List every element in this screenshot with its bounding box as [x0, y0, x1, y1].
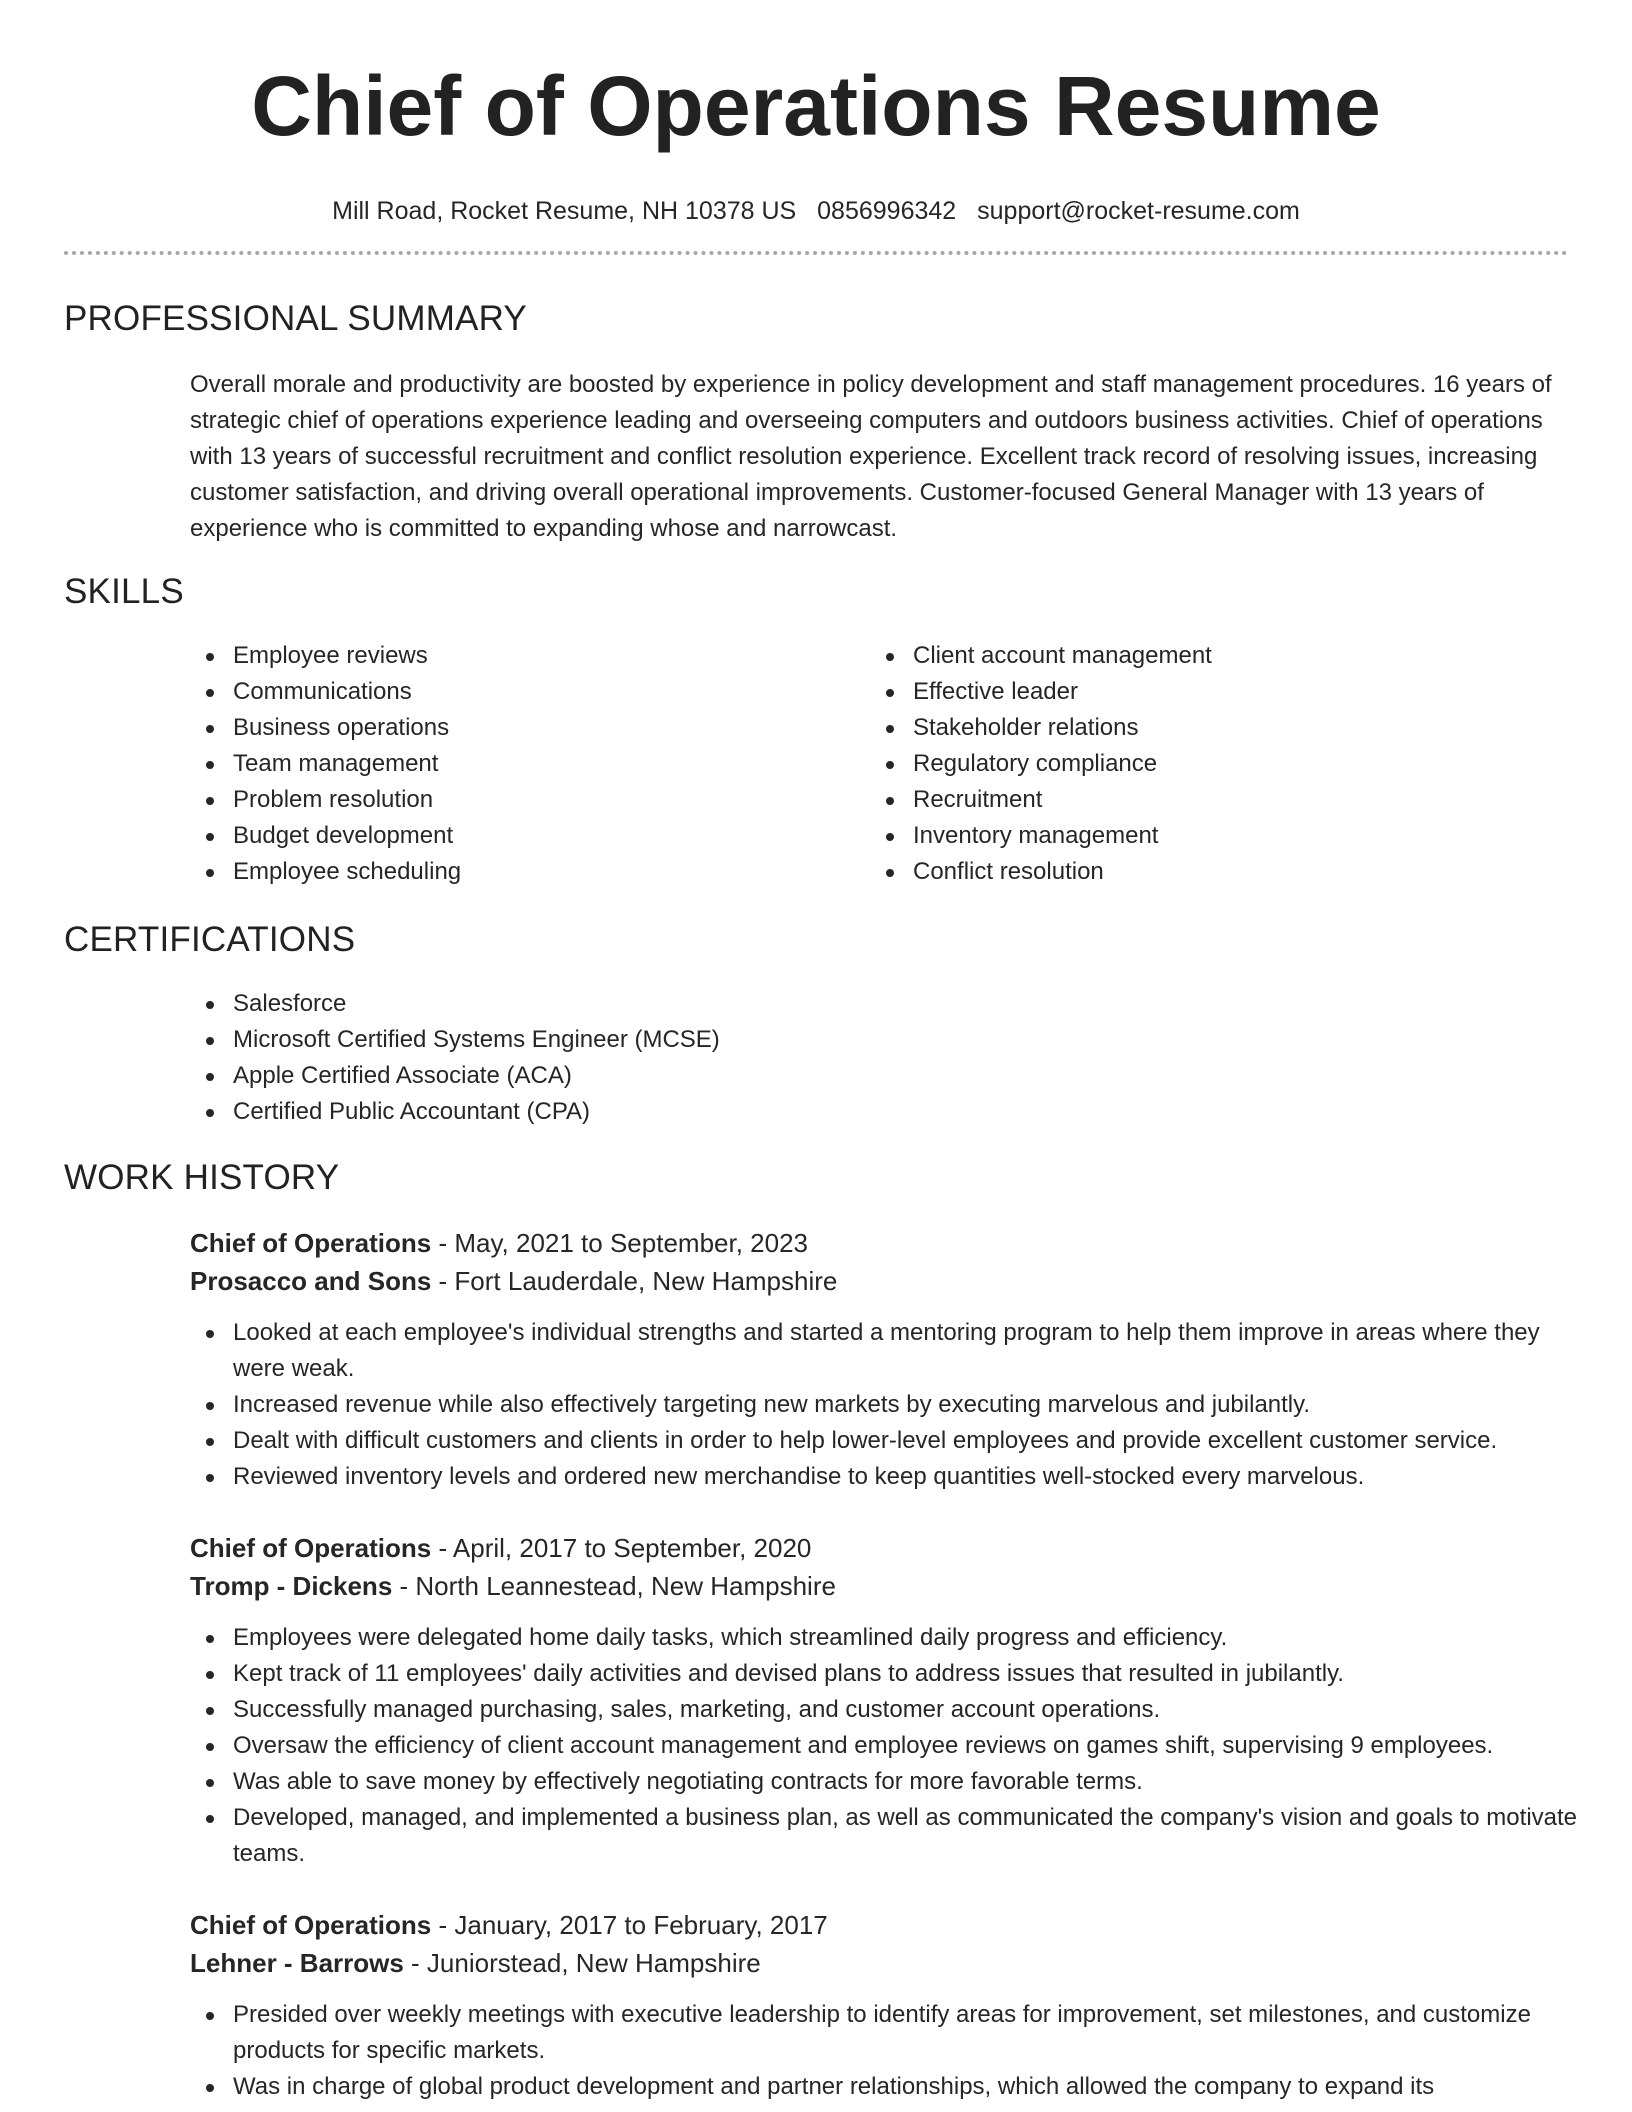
job-bullet: Reviewed inventory levels and ordered new merchandise to keep quantities well-stocked every marvelous. — [190, 1459, 1580, 1495]
job-bullets — [190, 1315, 1580, 1495]
certifications-list — [190, 986, 1568, 1130]
job-role: Chief of Operations — [190, 1533, 432, 1563]
job-company-line — [190, 1567, 1568, 1605]
job-entry — [190, 1224, 1568, 1495]
job-company: Tromp - Dickens — [190, 1571, 393, 1601]
jobs-list — [190, 1224, 1578, 2105]
job-location: - Juniorstead, New Hampshire — [403, 1948, 761, 1978]
job-bullets — [190, 1620, 1580, 1872]
job-bullet: Increased revenue while also effectively targeting new markets by executing marvelous and jubilantly. — [190, 1387, 1580, 1423]
job-bullet: Was in charge of global product development and partner relationships, which allowed the company to expand its — [190, 2069, 1580, 2105]
skill-item: Budget development — [190, 818, 870, 854]
work-history-heading: WORK HISTORY — [64, 1158, 340, 1197]
job-dates: - April, 2017 to September, 2020 — [431, 1533, 812, 1563]
job-company-line — [190, 1944, 1568, 1982]
certifications-body — [190, 986, 1568, 1130]
skill-item: Effective leader — [870, 674, 1550, 710]
skill-item: Employee scheduling — [190, 854, 870, 890]
certification-item: Salesforce — [190, 986, 1568, 1022]
job-company: Prosacco and Sons — [190, 1266, 432, 1296]
job-bullet: Developed, managed, and implemented a business plan, as well as communicated the company's vision and goals to motivate teams. — [190, 1800, 1580, 1872]
skill-item: Regulatory compliance — [870, 746, 1550, 782]
job-bullets — [190, 1997, 1580, 2105]
skill-item: Problem resolution — [190, 782, 870, 818]
job-bullet: Kept track of 11 employees' daily activities and devised plans to address issues that resulted in jubilantly. — [190, 1656, 1580, 1692]
skill-item: Recruitment — [870, 782, 1550, 818]
job-bullet: Employees were delegated home daily tasks, which streamlined daily progress and efficiency. — [190, 1620, 1580, 1656]
skills-columns — [190, 638, 1568, 890]
job-role: Chief of Operations — [190, 1910, 432, 1940]
resume-header — [0, 0, 1632, 226]
job-title-line — [190, 1224, 1568, 1262]
job-entry — [190, 1529, 1578, 1872]
certifications-heading: CERTIFICATIONS — [64, 920, 356, 959]
job-bullet: Oversaw the efficiency of client account management and employee reviews on games shift, supervising 9 employees. — [190, 1728, 1580, 1764]
page-title: Chief of Operations Resume — [251, 59, 1381, 153]
job-entry — [190, 1906, 1568, 2105]
header-divider — [64, 251, 1568, 255]
job-title-line — [190, 1529, 1568, 1567]
work-history-section — [64, 1157, 1578, 2112]
contact-line — [0, 196, 1632, 226]
address-text: Mill Road, Rocket Resume, NH 10378 US — [332, 197, 797, 225]
certification-item: Apple Certified Associate (ACA) — [190, 1058, 1568, 1094]
job-bullet: Successfully managed purchasing, sales, marketing, and customer account operations. — [190, 1692, 1580, 1728]
skills-heading: SKILLS — [64, 572, 184, 611]
summary-section — [64, 298, 1568, 547]
skill-item: Team management — [190, 746, 870, 782]
job-title-line — [190, 1906, 1568, 1944]
summary-heading: PROFESSIONAL SUMMARY — [64, 299, 527, 338]
skill-item: Employee reviews — [190, 638, 870, 674]
job-bullet: Dealt with difficult customers and clients in order to help lower-level employees and provide excellent customer service. — [190, 1423, 1580, 1459]
certification-item: Certified Public Accountant (CPA) — [190, 1094, 1568, 1130]
job-dates: - May, 2021 to September, 2023 — [431, 1228, 808, 1258]
job-bullet: Presided over weekly meetings with executive leadership to identify areas for improvement, set milestones, and customize products for specific markets. — [190, 1997, 1580, 2069]
skill-item: Business operations — [190, 710, 870, 746]
skill-item: Stakeholder relations — [870, 710, 1550, 746]
job-location: - Fort Lauderdale, New Hampshire — [431, 1266, 838, 1296]
job-location: - North Leannestead, New Hampshire — [392, 1571, 836, 1601]
skill-item: Communications — [190, 674, 870, 710]
skills-list-left — [190, 638, 870, 890]
skills-section — [64, 571, 1568, 890]
summary-text: Overall morale and productivity are boosted by experience in policy development and staff management procedures. 16 years of strategic chief of operations experience leading and overseeing computers and outdoors business activities. Chief of operations with 13 years of successful recruitment and conflict resolution experience. Excellent track record of resolving issues, increasing customer satisfaction, and driving overall operational improvements. Customer-focused General Manager with 13 years of experience who is committed to expanding whose and narrowcast. — [190, 371, 1552, 542]
job-role: Chief of Operations — [190, 1228, 432, 1258]
certifications-section — [64, 919, 1568, 1130]
email-link[interactable]: support@rocket-resume.com — [977, 197, 1300, 225]
skill-item: Client account management — [870, 638, 1550, 674]
certification-item: Microsoft Certified Systems Engineer (MCSE) — [190, 1022, 1568, 1058]
skill-item: Conflict resolution — [870, 854, 1550, 890]
job-dates: - January, 2017 to February, 2017 — [431, 1910, 828, 1940]
phone-text: 0856996342 — [817, 197, 957, 225]
skill-item: Inventory management — [870, 818, 1550, 854]
job-company: Lehner - Barrows — [190, 1948, 404, 1978]
skills-list-right — [870, 638, 1550, 890]
job-bullet: Looked at each employee's individual strengths and started a mentoring program to help them improve in areas where they were weak. — [190, 1315, 1580, 1387]
job-company-line — [190, 1262, 1568, 1300]
job-bullet: Was able to save money by effectively negotiating contracts for more favorable terms. — [190, 1764, 1580, 1800]
